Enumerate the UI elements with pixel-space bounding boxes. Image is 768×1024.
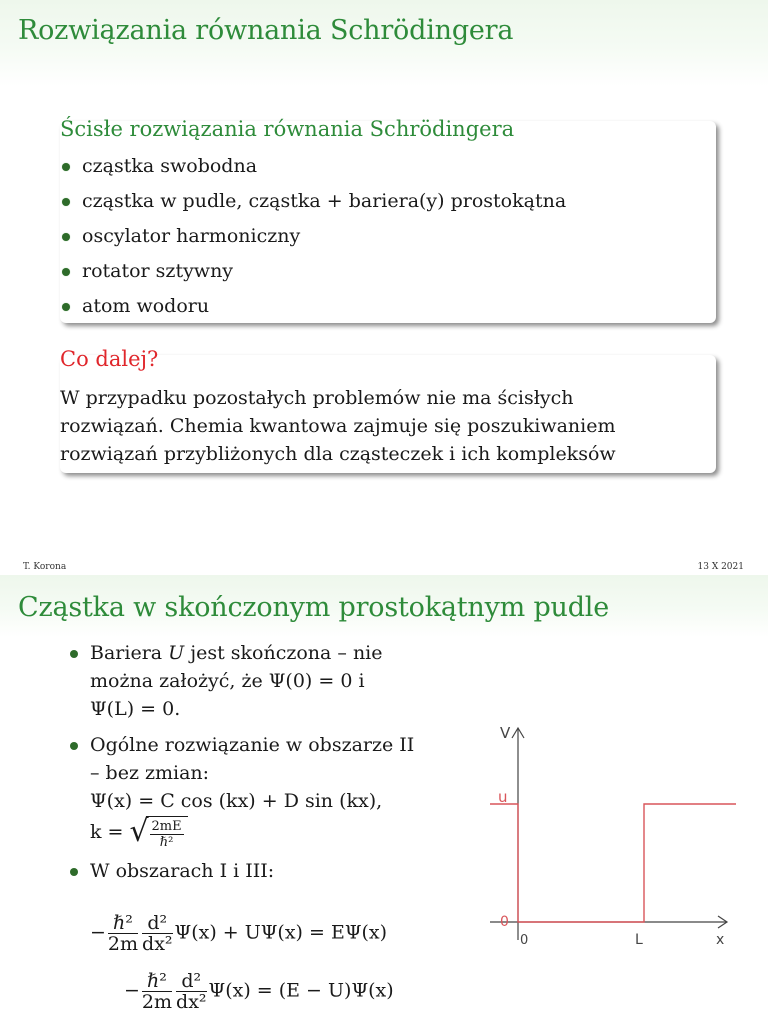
footer-author: T. Korona [23,562,67,572]
paragraph-line: rozwiązań. Chemia kwantowa zajmuje się poszukiwaniem [60,415,616,437]
list-item: cząstka w pudle, cząstka + bariera(y) prostokątna [82,184,566,219]
list-item: W obszarach I i III: [70,857,460,885]
bullet-icon [62,233,70,241]
sqrt-expression: √ $\frac{2mE}{\text{ℏ²}}$ [130,816,188,851]
list-item: oscylator harmoniczny [82,219,566,254]
u-label: u [498,788,508,806]
paragraph-line: W przypadku pozostałych problemów nie ma ścisłych [60,387,574,409]
slide-title: Cząstka w skończonym prostokątnym pudle [18,592,610,623]
potential-curve [490,804,736,922]
content-list [70,639,460,893]
footer-date: 13 X 2021 [697,562,744,572]
list-item: Ogólne rozwiązanie w obszarze II – bez zmian: Ψ(x) = C cos (kx) + D sin (kx), k = √ $\frac{2mE}{\text{ℏ²}}$ [70,731,460,849]
x-zero-label: 0 [520,933,529,948]
bullet-icon [62,268,70,276]
equation-1: − $\frac{\text{ℏ²}}{2m}$ $\frac{\text{d²}}{\text{dx²}}$ Ψ(x) + UΨ(x) = EΨ(x) [90,912,388,955]
paragraph-line: rozwiązań przybliżonych dla cząsteczek i ich kompleksów [60,443,616,465]
bullet-icon [62,198,70,206]
x-L-label: L [635,932,643,948]
block-title: Co dalej? [60,347,159,371]
bullet-icon [62,303,70,311]
list-item: rotator sztywny [82,254,566,289]
list-item: cząstka swobodna [82,149,566,184]
exact-solutions-block [60,115,716,327]
bullet-icon [70,868,78,876]
list-item: atom wodoru [82,289,566,324]
potential-well-graph [482,710,742,950]
x-label: x [716,932,725,948]
slide-footer [0,560,768,575]
block-title: Ścisłe rozwiązania równania Schrödingera [60,117,515,141]
zero-label: 0 [500,914,509,930]
bullet-icon [62,163,70,171]
what-next-block [60,345,716,475]
slide-title: Rozwiązania równania Schrödingera [18,15,514,46]
y-label: V [500,724,511,742]
bullet-icon [70,742,78,750]
solutions-list [82,149,566,324]
list-item: Bariera U jest skończona – nie można założyć, że Ψ(0) = 0 i Ψ(L) = 0. [70,639,460,723]
bullet-icon [70,650,78,658]
equation-2: − $\frac{\text{ℏ²}}{2m}$ $\frac{\text{d²}}{\text{dx²}}$ Ψ(x) = (E − U)Ψ(x) [124,970,394,1013]
slide-2 [0,575,768,1024]
